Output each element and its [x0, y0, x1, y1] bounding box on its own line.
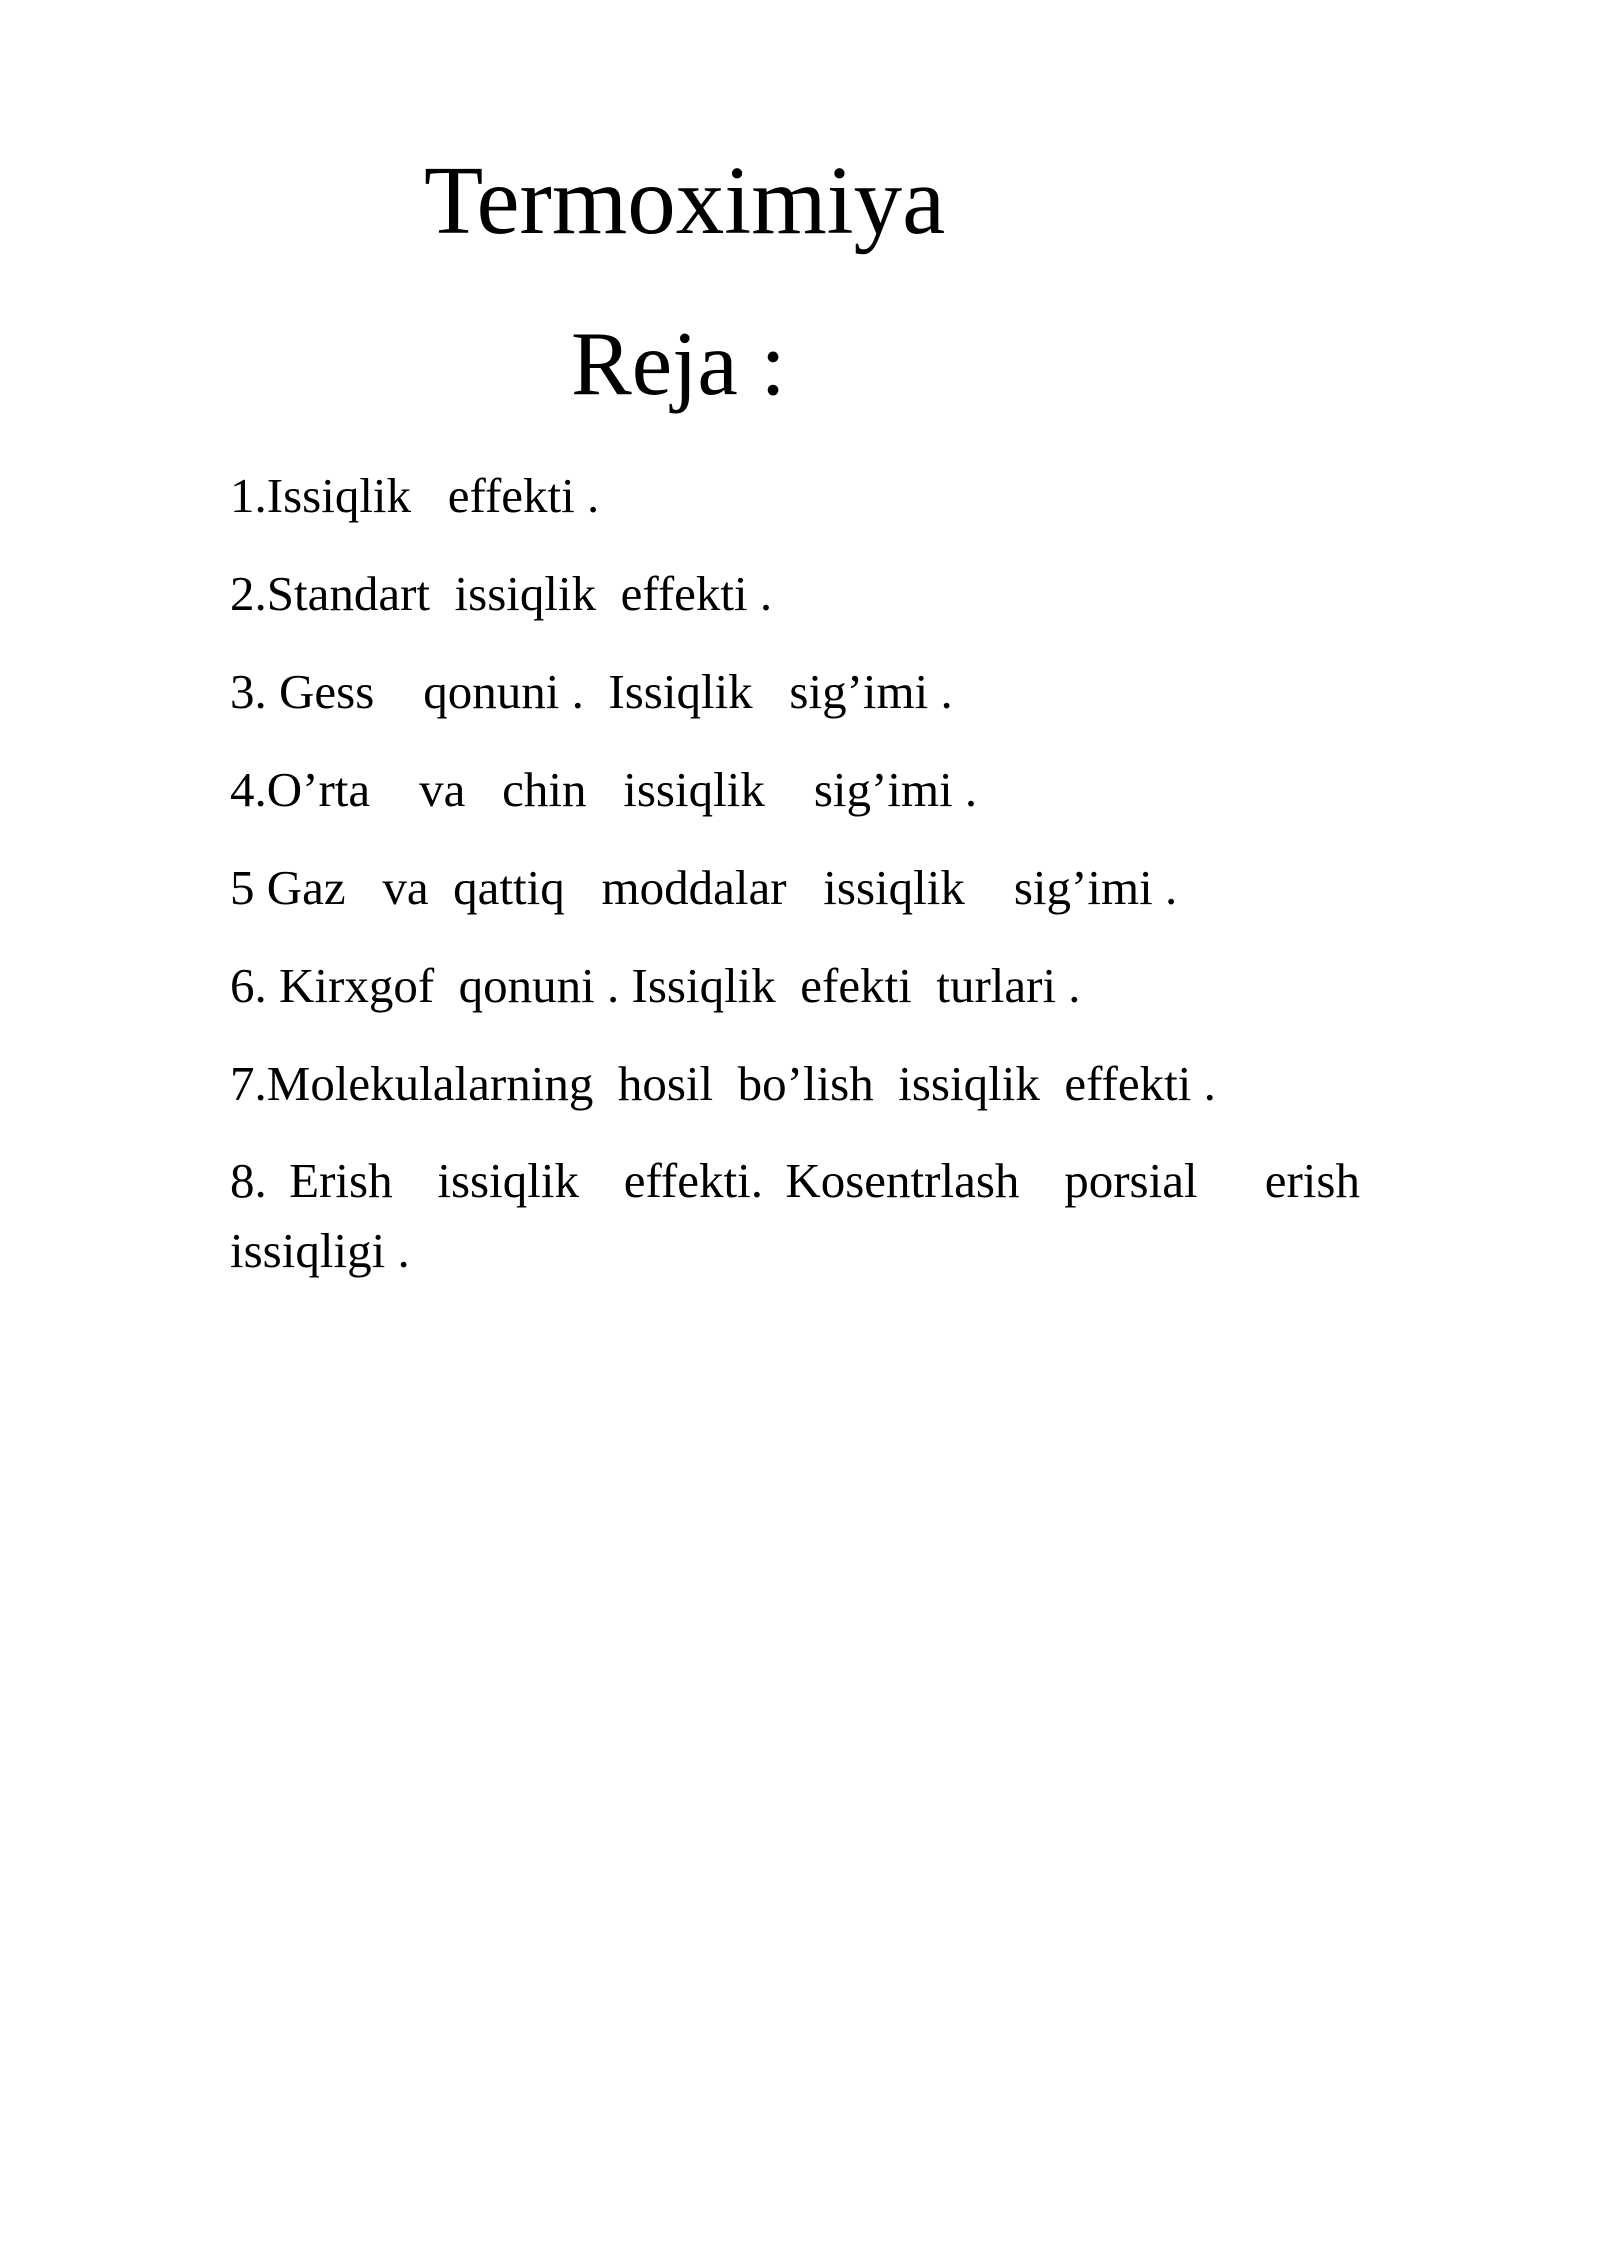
plan-item-4: 4.O’rta va chin issiqlik sig’imi .	[230, 762, 978, 817]
plan-item-7: 7.Molekulalarning hosil bo’lish issiqlik effekti .	[230, 1056, 1216, 1111]
plan-item-6: 6. Kirxgof qonuni . Issiqlik efekti turlari .	[230, 958, 1081, 1013]
plan-heading: Reja :	[571, 313, 786, 414]
plan-item-3: 3. Gess qonuni . Issiqlik sig’imi .	[230, 664, 953, 719]
plan-item-8: 8. Erish issiqlik effekti. Kosentrlash porsial erish issiqligi .	[230, 1153, 1373, 1278]
plan-list	[230, 460, 1373, 1312]
plan-item-5: 5 Gaz va qattiq moddalar issiqlik sig’imi .	[230, 860, 1178, 915]
document-title: Termoximiya	[424, 147, 946, 254]
plan-item-2: 2.Standart issiqlik effekti .	[230, 566, 773, 621]
plan-item-1: 1.Issiqlik effekti .	[230, 468, 600, 523]
